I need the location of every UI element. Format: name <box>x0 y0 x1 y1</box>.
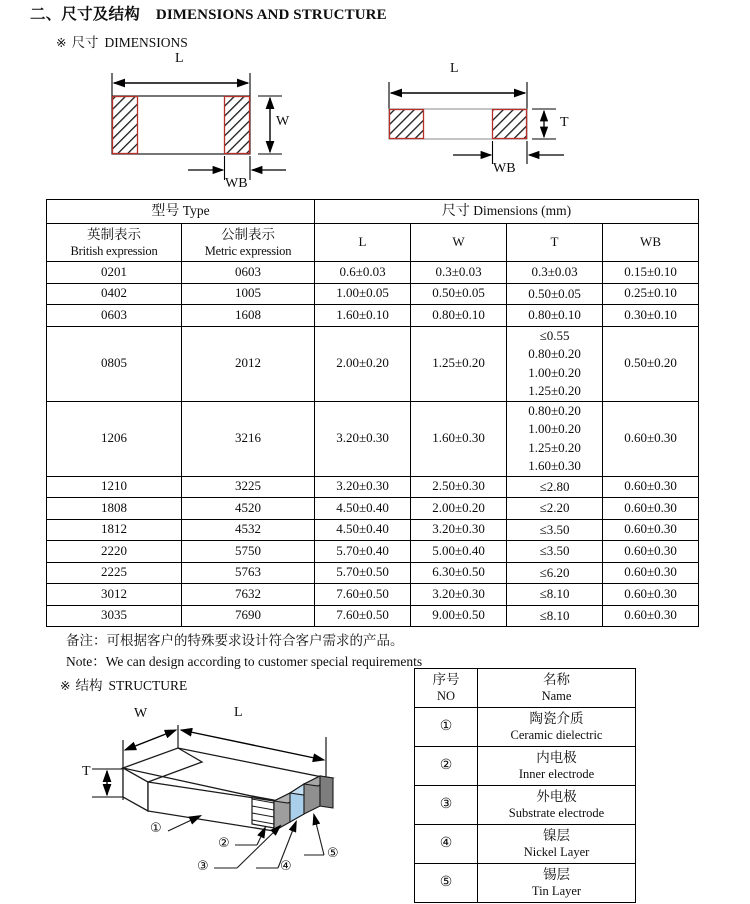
dimensions-heading <box>56 31 188 51</box>
cell-thickness: ≤0.55 0.80±0.20 1.00±0.20 1.25±0.20 <box>507 326 603 401</box>
cell-metric-expression: 5763 <box>182 562 315 584</box>
cell-width: 2.00±0.20 <box>411 498 507 520</box>
cell-metric-expression: 5750 <box>182 541 315 563</box>
cell-thickness: 0.3±0.03 <box>507 262 603 284</box>
cell-british-expression: 1812 <box>47 519 182 541</box>
legend-row <box>415 708 636 747</box>
cell-length: 1.60±0.10 <box>315 305 411 327</box>
cell-width: 3.20±0.30 <box>411 584 507 606</box>
cell-length: 4.50±0.40 <box>315 519 411 541</box>
cell-band-width: 0.25±0.10 <box>603 283 699 305</box>
callout-5: ⑤ <box>327 846 339 861</box>
cell-length: 7.60±0.50 <box>315 605 411 627</box>
legend-row-number: ① <box>415 708 478 747</box>
cell-width: 6.30±0.50 <box>411 562 507 584</box>
cell-length: 2.00±0.20 <box>315 326 411 401</box>
legend-row <box>415 786 636 825</box>
header-dimensions-cn: 尺寸 <box>441 204 470 220</box>
cell-thickness: 0.80±0.10 <box>507 305 603 327</box>
cell-thickness: ≤3.50 <box>507 519 603 541</box>
cell-band-width: 0.60±0.30 <box>603 498 699 520</box>
cell-thickness: 0.50±0.05 <box>507 283 603 305</box>
cell-british-expression: 2220 <box>47 541 182 563</box>
cell-length: 3.20±0.30 <box>315 401 411 476</box>
legend-row-number: ② <box>415 747 478 786</box>
cell-british-expression: 0805 <box>47 326 182 401</box>
cell-metric-expression: 2012 <box>182 326 315 401</box>
col-thickness: T <box>507 224 603 262</box>
header-type-cn: 型号 <box>151 204 180 220</box>
col-band-width: WB <box>603 224 699 262</box>
cell-band-width: 0.60±0.30 <box>603 562 699 584</box>
top-view-svg <box>60 52 360 197</box>
cell-width: 9.00±0.50 <box>411 605 507 627</box>
legend-header-name: 名称 Name <box>478 669 636 708</box>
cell-british-expression: 1206 <box>47 401 182 476</box>
legend-row <box>415 825 636 864</box>
cell-thickness: ≤3.50 <box>507 541 603 563</box>
header-type <box>47 200 315 224</box>
cell-length: 7.60±0.50 <box>315 584 411 606</box>
header-dimensions <box>315 200 699 224</box>
cell-metric-expression: 7690 <box>182 605 315 627</box>
col-metric-expression: 公制表示 Metric expression <box>182 224 315 262</box>
cell-thickness: ≤6.20 <box>507 562 603 584</box>
dimensions-heading-en: DIMENSIONS <box>104 35 188 50</box>
side-view-label-WB: WB <box>493 161 516 176</box>
cell-width: 3.20±0.30 <box>411 519 507 541</box>
side-view-label-L: L <box>450 61 459 76</box>
structure-heading <box>60 674 187 694</box>
cell-british-expression: 2225 <box>47 562 182 584</box>
callout-2: ② <box>218 836 230 851</box>
cell-band-width: 0.60±0.30 <box>603 541 699 563</box>
header-type-en: Type <box>182 203 210 219</box>
table-group-header-row <box>47 200 699 224</box>
cell-metric-expression: 3225 <box>182 476 315 498</box>
table-row <box>47 283 699 305</box>
cell-metric-expression: 4520 <box>182 498 315 520</box>
structure-3d-svg <box>52 700 402 900</box>
legend-row-name: 锡层 Tin Layer <box>478 864 636 903</box>
table-row <box>47 326 699 401</box>
cell-width: 2.50±0.30 <box>411 476 507 498</box>
side-view-diagram <box>372 52 672 197</box>
dimensions-table <box>46 199 699 627</box>
page-title <box>30 2 387 24</box>
cell-width: 1.25±0.20 <box>411 326 507 401</box>
cell-length: 5.70±0.50 <box>315 562 411 584</box>
cell-band-width: 0.30±0.10 <box>603 305 699 327</box>
cell-length: 0.6±0.03 <box>315 262 411 284</box>
legend-row-name: 陶瓷介质 Ceramic dielectric <box>478 708 636 747</box>
legend-row-number: ⑤ <box>415 864 478 903</box>
cell-metric-expression: 1608 <box>182 305 315 327</box>
structure-heading-cn: 结构 <box>75 678 103 693</box>
cell-length: 1.00±0.05 <box>315 283 411 305</box>
structure-3d-diagram <box>52 700 402 900</box>
cell-length: 3.20±0.30 <box>315 476 411 498</box>
cell-length: 4.50±0.40 <box>315 498 411 520</box>
table-row <box>47 401 699 476</box>
cell-british-expression: 0201 <box>47 262 182 284</box>
dimensions-heading-cn: 尺寸 <box>71 35 99 50</box>
structure-label-L: L <box>234 705 243 720</box>
legend-row <box>415 747 636 786</box>
table-column-header-row <box>47 224 699 262</box>
col-width: W <box>411 224 507 262</box>
cell-thickness: ≤8.10 <box>507 605 603 627</box>
cell-band-width: 0.60±0.30 <box>603 605 699 627</box>
structure-label-T: T <box>82 764 91 779</box>
legend-row-name: 外电极 Substrate electrode <box>478 786 636 825</box>
cell-metric-expression: 0603 <box>182 262 315 284</box>
cell-band-width: 0.60±0.30 <box>603 519 699 541</box>
table-row <box>47 262 699 284</box>
cell-british-expression: 3012 <box>47 584 182 606</box>
structure-label-W: W <box>134 706 148 721</box>
table-row <box>47 305 699 327</box>
cell-band-width: 0.60±0.30 <box>603 584 699 606</box>
table-row <box>47 519 699 541</box>
cell-metric-expression: 3216 <box>182 401 315 476</box>
dimensions-table-body <box>47 262 699 627</box>
callout-1: ① <box>150 821 162 836</box>
cell-british-expression: 1808 <box>47 498 182 520</box>
section-title-en: DIMENSIONS AND STRUCTURE <box>155 7 387 23</box>
cell-length: 5.70±0.40 <box>315 541 411 563</box>
legend-row-number: ③ <box>415 786 478 825</box>
top-view-diagram <box>60 52 360 197</box>
top-view-label-WB: WB <box>225 176 248 191</box>
col-length: L <box>315 224 411 262</box>
cell-thickness: ≤8.10 <box>507 584 603 606</box>
legend-header-row <box>415 669 636 708</box>
legend-header-no: 序号 NO <box>415 669 478 708</box>
cell-thickness: ≤2.20 <box>507 498 603 520</box>
callout-3: ③ <box>197 859 209 874</box>
legend-row-number: ④ <box>415 825 478 864</box>
callout-4: ④ <box>280 859 292 874</box>
bullet-mark-icon: ※ <box>56 36 67 50</box>
cell-metric-expression: 7632 <box>182 584 315 606</box>
structure-legend-table <box>414 668 636 903</box>
header-dimensions-en: Dimensions <box>473 203 538 219</box>
cell-band-width: 0.50±0.20 <box>603 326 699 401</box>
structure-legend-body <box>415 669 636 903</box>
legend-row <box>415 864 636 903</box>
table-row <box>47 584 699 606</box>
cell-metric-expression: 1005 <box>182 283 315 305</box>
side-view-svg <box>372 52 672 197</box>
cell-british-expression: 3035 <box>47 605 182 627</box>
cell-british-expression: 0402 <box>47 283 182 305</box>
cell-band-width: 0.60±0.30 <box>603 476 699 498</box>
cell-band-width: 0.60±0.30 <box>603 401 699 476</box>
cell-thickness: 0.80±0.20 1.00±0.20 1.25±0.20 1.60±0.30 <box>507 401 603 476</box>
table-row <box>47 498 699 520</box>
note-cn: 备注：可根据客户的特殊要求设计符合客户需求的产品。 <box>66 633 404 648</box>
col-british-expression: 英制表示 British expression <box>47 224 182 262</box>
top-view-label-L: L <box>175 51 184 66</box>
cell-british-expression: 1210 <box>47 476 182 498</box>
structure-heading-en: STRUCTURE <box>108 678 188 693</box>
table-row <box>47 605 699 627</box>
cell-metric-expression: 4532 <box>182 519 315 541</box>
cell-width: 0.3±0.03 <box>411 262 507 284</box>
cell-width: 1.60±0.30 <box>411 401 507 476</box>
bullet-mark-icon: ※ <box>60 679 71 693</box>
top-view-label-W: W <box>276 114 290 129</box>
table-row <box>47 476 699 498</box>
note-en: Note：We can design according to customer special requirements <box>66 654 423 669</box>
cell-thickness: ≤2.80 <box>507 476 603 498</box>
cell-width: 0.80±0.10 <box>411 305 507 327</box>
section-title-cn: 二、尺寸及结构 <box>30 6 140 23</box>
table-row <box>47 541 699 563</box>
legend-row-name: 镍层 Nickel Layer <box>478 825 636 864</box>
cell-band-width: 0.15±0.10 <box>603 262 699 284</box>
cell-british-expression: 0603 <box>47 305 182 327</box>
side-view-label-T: T <box>560 115 569 130</box>
legend-row-name: 内电极 Inner electrode <box>478 747 636 786</box>
header-unit: (mm) <box>541 203 572 219</box>
cell-width: 5.00±0.40 <box>411 541 507 563</box>
table-row <box>47 562 699 584</box>
cell-width: 0.50±0.05 <box>411 283 507 305</box>
